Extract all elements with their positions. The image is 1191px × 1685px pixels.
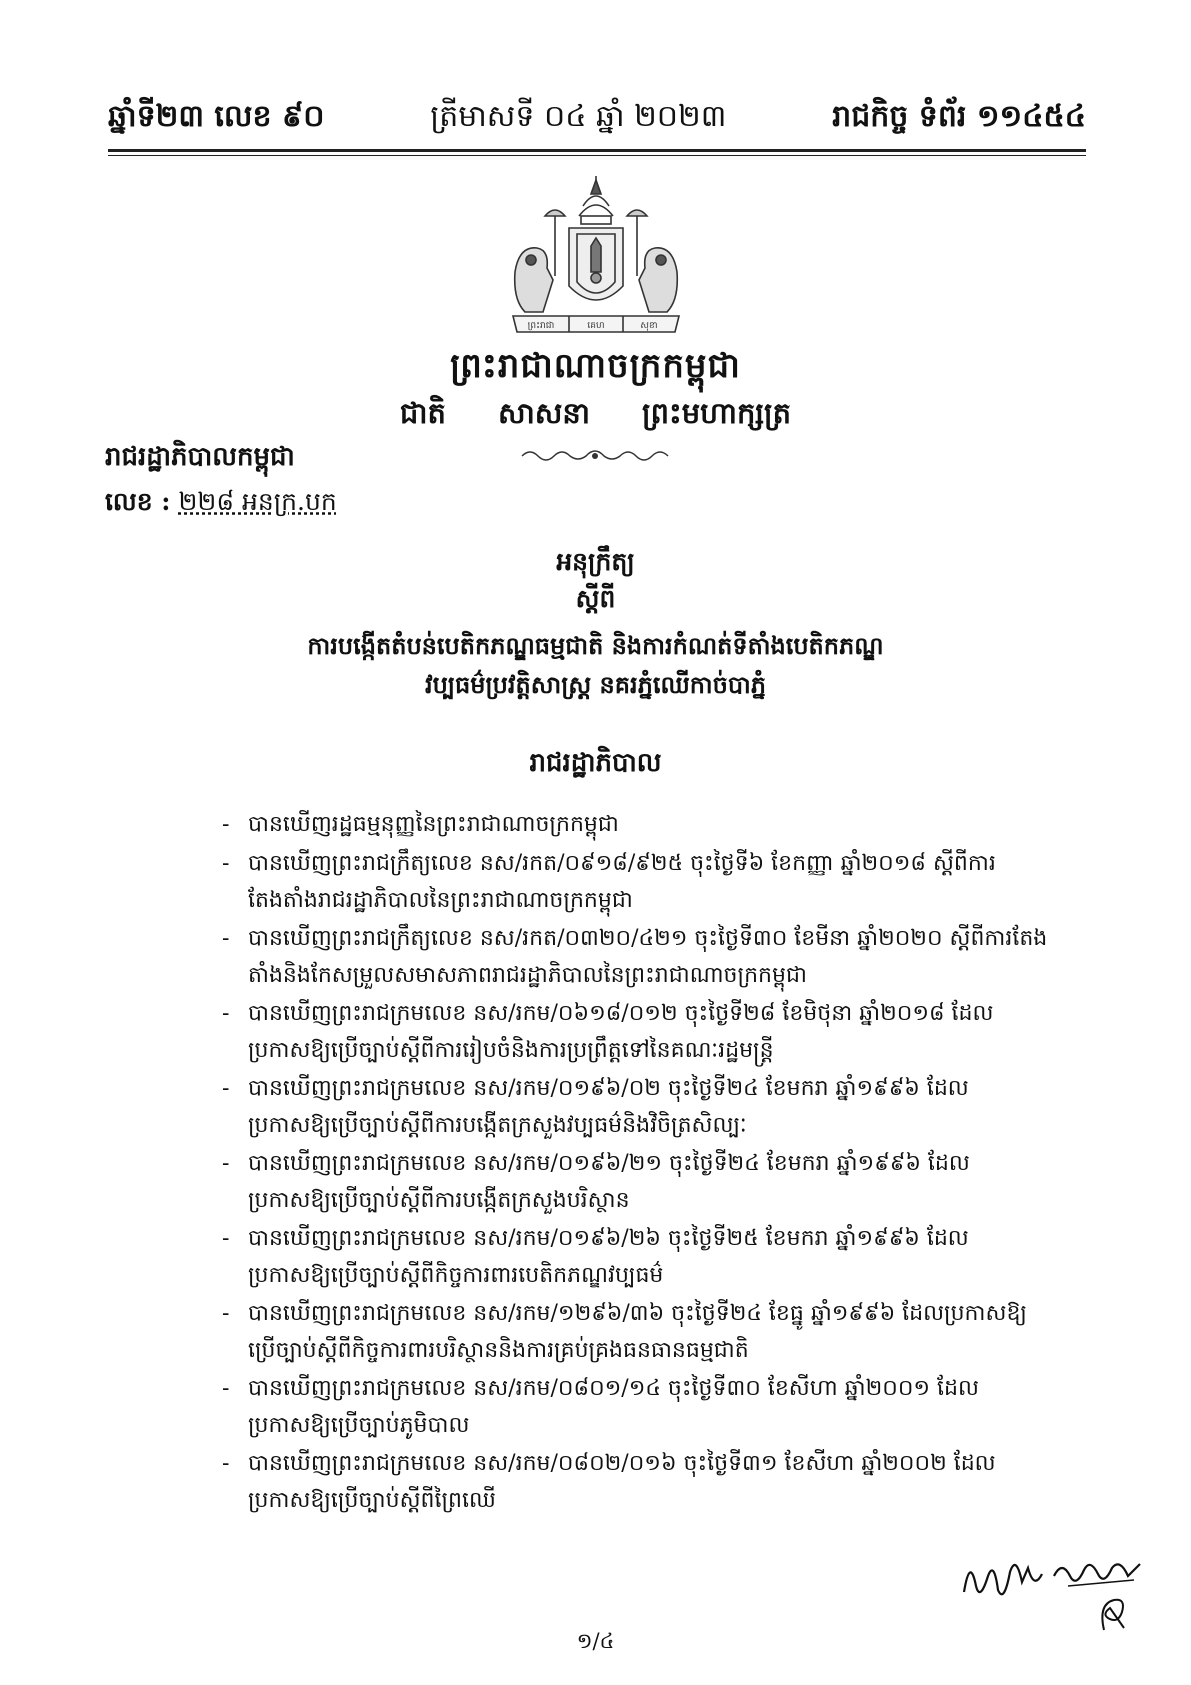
gazette-page-ref: រាជកិច្ច ទំព័រ ១១៤៥៤ (832, 99, 1086, 134)
decree-subject-line-2: វប្បធម៌ប្រវត្តិសាស្ត្រ នគរភ្នំឈើកាច់បាភ្នំ (425, 670, 766, 699)
document-number-label: លេខ : (105, 487, 171, 516)
list-item: - បានឃើញព្រះរាជក្រមលេខ នស/រកម/០៦១៨/០១២ ចុះថ្ងៃទី២៨ ខែមិថុនា ឆ្នាំ២០១៨ ដែលប្រកាសឱ្យប្រើច្បាប់ស្តីពីការរៀបចំនិងការប្រព្រឹត្តទៅនៃគណៈរដ្ឋមន្ត្រី (222, 1001, 994, 1063)
page-number: ១/៤ (576, 1629, 615, 1653)
issuing-body: រាជរដ្ឋាភិបាល (529, 748, 662, 778)
ornamental-divider-icon (520, 446, 670, 464)
list-item: - បានឃើញព្រះរាជក្រមលេខ នស/រកម/០៨០១/១៤ ចុះថ្ងៃទី៣០ ខែសីហា ឆ្នាំ២០០១ ដែលប្រកាសឱ្យប្រើច្បាប់ភូមិបាល (222, 1376, 979, 1438)
list-item: - បានឃើញព្រះរាជក្រឹត្យលេខ នស/រកត/០៣២០/៤២១ ចុះថ្ងៃទី៣០ ខែមីនា ឆ្នាំ២០២០ ស្តីពីការតែងតាំងនិងកែសម្រួលសមាសភាពរាជរដ្ឋាភិបាលនៃព្រះរាជាណាចក្រកម្ពុជា (222, 926, 1048, 988)
list-item: - បានឃើញព្រះរាជក្រមលេខ នស/រកម/០១៩៦/២១ ចុះថ្ងៃទី២៤ ខែមករា ឆ្នាំ១៩៩៦ ដែលប្រកាសឱ្យប្រើច្បាប់ស្តីពីការបង្កើតក្រសួងបរិស្ថាន (222, 1151, 970, 1213)
gazette-issue: ឆ្នាំទី២៣ លេខ ៩០ (108, 99, 325, 134)
list-item: - បានឃើញព្រះរាជក្រមលេខ នស/រកម/០១៩៦/០២ ចុះថ្ងៃទី២៤ ខែមករា ឆ្នាំ១៩៩៦ ដែលប្រកាសឱ្យប្រើច្បាប់ស្តីពីការបង្កើតក្រសួងវប្បធម៌និងវិចិត្រសិល្បៈ (222, 1076, 969, 1138)
emblem-banner-text: សុខា (640, 321, 658, 331)
header-rule-thin (108, 155, 1086, 156)
decree-subject-line-1: ការបង្កើតតំបន់បេតិកភណ្ឌធម្មជាតិ និងការកំណត់ទីតាំងបេតិកភណ្ឌ (307, 631, 884, 660)
list-item: - បានឃើញព្រះរាជក្រមលេខ នស/រកម/១២៩៦/៣៦ ចុះថ្ងៃទី២៤ ខែធ្នូ ឆ្នាំ១៩៩៦ ដែលប្រកាសឱ្យប្រើច្បាប់ស្តីពីកិច្ចការពារបរិស្ថាននិងការគ្រប់គ្រងធនធានធម្មជាតិ (222, 1301, 1027, 1363)
emblem-banner-text: ព្រះរាជា (527, 321, 555, 331)
motto-religion: សាសនា (497, 396, 590, 430)
gazette-header (108, 86, 1086, 152)
national-motto (0, 396, 1191, 438)
gazette-quarter: ត្រីមាសទី ០៤ ឆ្នាំ ២០២៣ (430, 99, 727, 134)
document-number-value: ២២៨ អនក្រ.បក (178, 487, 337, 516)
decree-type: អនុក្រឹត្យ (556, 547, 635, 576)
royal-coat-of-arms-icon (497, 176, 695, 346)
government-name: រាជរដ្ឋាភិបាលកម្ពុជា (105, 442, 295, 472)
kingdom-name: ព្រះរាជាណាចក្រកម្ពុជា (450, 346, 741, 386)
document-number (105, 487, 337, 523)
list-item: - បានឃើញរដ្ឋធម្មនុញ្ញនៃព្រះរាជាណាចក្រកម្ពុជា (222, 812, 619, 837)
header-rule-thick (108, 149, 1086, 152)
decree-about: ស្តីពី (575, 584, 616, 613)
emblem-banner-text: គេហ (587, 321, 605, 331)
list-item: - បានឃើញព្រះរាជក្រមលេខ នស/រកម/០៨០២/០១៦ ចុះថ្ងៃទី៣១ ខែសីហា ឆ្នាំ២០០២ ដែលប្រកាសឱ្យប្រើច្បាប់ស្តីពីព្រៃឈើ (222, 1451, 996, 1513)
recital-list (222, 806, 1050, 1520)
list-item: - បានឃើញព្រះរាជក្រឹត្យលេខ នស/រកត/០៩១៨/៩២៥ ចុះថ្ងៃទី៦ ខែកញ្ញា ឆ្នាំ២០១៨ ស្តីពីការតែងតាំងរាជរដ្ឋាភិបាលនៃព្រះរាជាណាចក្រកម្ពុជា (222, 851, 996, 913)
list-item: - បានឃើញព្រះរាជក្រមលេខ នស/រកម/០១៩៦/២៦ ចុះថ្ងៃទី២៥ ខែមករា ឆ្នាំ១៩៩៦ ដែលប្រកាសឱ្យប្រើច្បាប់ស្តីពីកិច្ចការពារបេតិកភណ្ឌវប្បធម៌ (222, 1226, 969, 1288)
motto-king: ព្រះមហាក្សត្រ (641, 396, 792, 430)
motto-nation: ជាតិ (399, 396, 446, 430)
